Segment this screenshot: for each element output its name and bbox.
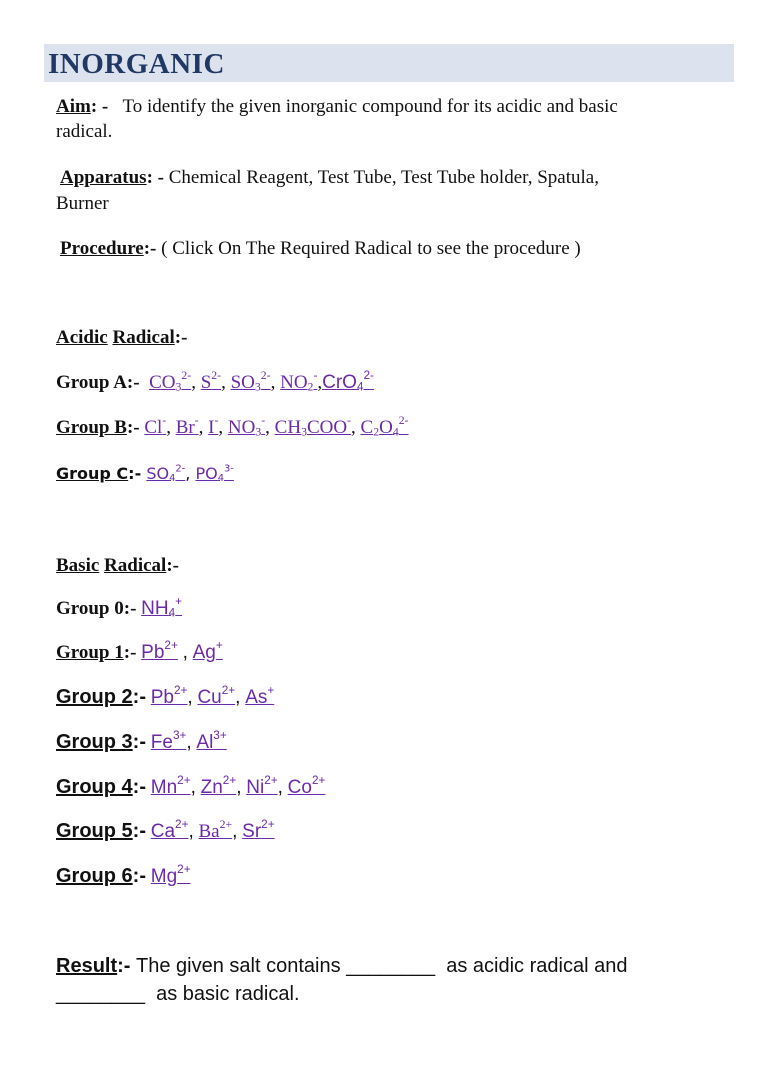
acidic-heading (56, 327, 187, 349)
result-label: Result (56, 955, 118, 977)
radical-link-cro4[interactable]: CrO$_4^{2-}$ (322, 369, 374, 394)
radical-link-br[interactable]: Br- (175, 414, 199, 438)
apparatus-text-2: Burner (56, 193, 109, 214)
radical-link-sr[interactable]: $Sr^{2+}$ (242, 818, 275, 842)
result-line (56, 955, 627, 978)
acidic-group-a: Group A:- $CO_3^{2-}$, $S^{2-}$, $SO_3^{2-}$, $NO_2^-,CrO_4^{2-}$ (56, 369, 374, 394)
group-b-sep: :- (126, 417, 140, 438)
basic-group-1: Group 1:- $Pb^{2+}$ , Ag+ (56, 639, 223, 663)
apparatus-line (60, 167, 599, 189)
radical-link-zn[interactable]: $Zn^{2+}$ (200, 774, 237, 798)
procedure-label: Procedure (60, 238, 144, 259)
group-b-label: Group B (56, 417, 127, 438)
radical-link-cu[interactable]: $Cu^{2+}$ (197, 684, 236, 708)
aim-line-2 (56, 121, 112, 143)
radical-link-ag[interactable]: Ag+ (192, 639, 223, 663)
basic-heading (56, 555, 179, 577)
result-sep: :- (117, 955, 131, 977)
radical-link-pb-2[interactable]: $Pb^{2+}$ (150, 684, 188, 708)
radical-link-pb-1[interactable]: $Pb^{2+}$ (141, 639, 178, 663)
radical-link-as[interactable]: As+ (245, 684, 275, 708)
acidic-group-c: Group C:- $SO_4^{2-}$, $PO_4^{3-}$ (56, 463, 234, 484)
result-line-2 (56, 983, 300, 1006)
radical-link-mn[interactable]: $Mn^{2+}$ (150, 774, 191, 798)
radical-link-i[interactable]: I- (208, 414, 219, 438)
radical-link-nh4[interactable]: $NH_4^+$ (141, 595, 183, 620)
basic-group-6 (56, 865, 191, 888)
radical-link-so4[interactable]: $SO_4^{2-}$ (146, 463, 186, 484)
basic-heading-b: Radical (104, 555, 167, 576)
group-c-label: Group C (56, 464, 129, 483)
radical-link-ca[interactable]: $Ca^{2+}$ (150, 818, 189, 842)
group-6-label: Group 6:- (56, 865, 146, 887)
radical-link-cl[interactable]: Cl- (144, 414, 167, 438)
aim-label: Aim (56, 96, 91, 117)
radical-link-mg[interactable]: $Mg^{2+}$ (150, 863, 191, 887)
basic-group-4: Group 4:- $Mn^{2+}$, $Zn^{2+}$, $Ni^{2+}$, $Co^{2+}$ (56, 774, 326, 798)
radical-link-co3[interactable]: $CO_3^{2-}$ (149, 369, 192, 394)
procedure-sep: :- (143, 238, 157, 259)
group-4-label: Group 4:- (56, 776, 146, 798)
apparatus-text-1: Chemical Reagent, Test Tube, Test Tube holder, Spatula, (168, 167, 599, 188)
radical-link-ch3coo[interactable]: $CH_3COO^-$ (274, 414, 351, 439)
basic-heading-a: Basic (56, 555, 100, 576)
radical-link-no3[interactable]: $NO_3^-$ (227, 414, 266, 439)
radical-link-al[interactable]: $Al^{3+}$ (196, 729, 227, 753)
aim-text-2: radical. (56, 121, 113, 142)
acidic-heading-b: Radical (112, 327, 175, 348)
radical-link-c2o4[interactable]: $C_2O_4^{2-}$ (360, 414, 409, 439)
result-text-2: ________ as basic radical. (56, 983, 300, 1005)
aim-line (56, 96, 618, 118)
basic-group-2: Group 2:- $Pb^{2+}$, $Cu^{2+}$, As+ (56, 684, 275, 708)
apparatus-sep: : - (146, 167, 164, 188)
radical-link-fe[interactable]: $Fe^{3+}$ (150, 729, 187, 753)
radical-link-po4[interactable]: $PO_4^{3-}$ (195, 463, 234, 484)
title-bar (44, 44, 734, 82)
aim-sep: : - (90, 96, 109, 117)
acidic-group-b: Group B:- Cl-, Br-, I-, $NO_3^-$, $CH_3COO^-$, $C_2O_4^{2-}$ (56, 414, 409, 439)
radical-link-s[interactable]: $S^{2-}$ (200, 369, 222, 393)
basic-group-5: Group 5:- $Ca^{2+}$, $Ba^{2+}$, $Sr^{2+}$ (56, 818, 275, 842)
radical-link-ba[interactable]: $Ba^{2+}$ (198, 818, 233, 842)
basic-group-3: Group 3:- $Fe^{3+}$, $Al^{3+}$ (56, 729, 227, 753)
group-3-label: Group 3:- (56, 731, 146, 753)
acidic-heading-a: Acidic (56, 327, 108, 348)
group-a-label: Group A:- (56, 372, 140, 393)
result-text-1: The given salt contains ________ as acidic radical and (136, 955, 628, 977)
aim-text-1: To identify the given inorganic compound for its acidic and basic (122, 96, 618, 117)
apparatus-line-2 (56, 193, 109, 215)
basic-group-0 (56, 595, 183, 620)
group-c-sep: :- (128, 464, 142, 483)
group-2-label: Group 2:- (56, 686, 146, 708)
apparatus-label: Apparatus (60, 167, 147, 188)
procedure-text: ( Click On The Required Radical to see the procedure ) (161, 238, 581, 259)
radical-link-no2[interactable]: $NO_2^-$ (280, 369, 318, 394)
radical-link-so3[interactable]: $SO_3^{2-}$ (230, 369, 271, 394)
group-0-label: Group 0:- (56, 598, 137, 619)
radical-link-co[interactable]: $Co^{2+}$ (287, 774, 326, 798)
basic-heading-sep: :- (166, 555, 179, 576)
radical-link-ni[interactable]: $Ni^{2+}$ (246, 774, 278, 798)
procedure-line (60, 238, 581, 260)
acidic-heading-sep: :- (174, 327, 188, 348)
group-1-label: Group 1:- (56, 642, 137, 663)
page-title: INORGANIC (48, 48, 225, 80)
group-5-label: Group 5:- (56, 820, 146, 842)
